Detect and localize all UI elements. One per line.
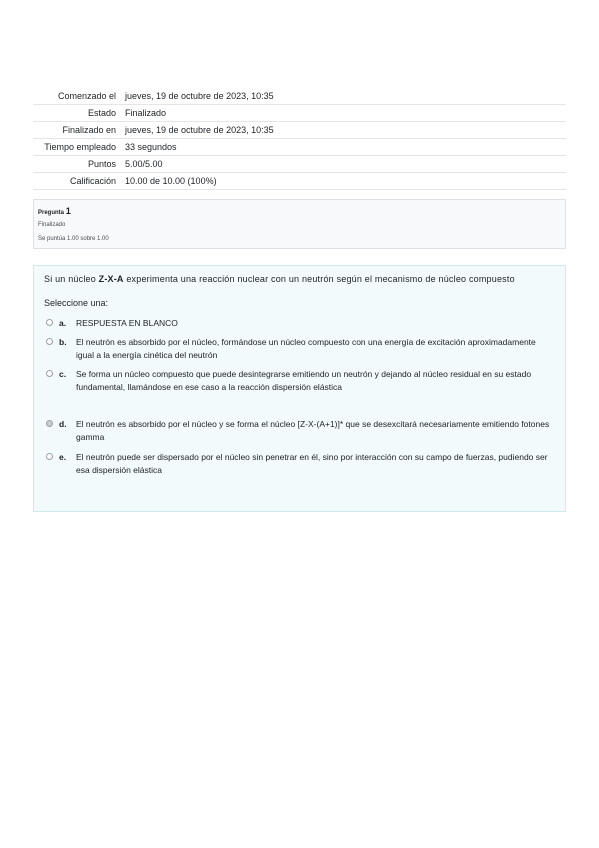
summary-label: Calificación [69,176,116,186]
summary-row-time [33,139,566,156]
option-text: Se forma un núcleo compuesto que puede desintegrarse emitiendo un neutrón y dejando al núcleo residual en su estado fundamental, llamándose en ese caso a la reacción dispersión elástica [76,369,532,392]
question-text-bold: Z-X-A [98,274,124,284]
question-content-box [33,265,566,512]
radio-button[interactable] [46,453,53,460]
summary-value: jueves, 19 de octubre de 2023, 10:35 [125,91,274,101]
answer-option-b[interactable] [46,336,556,362]
option-letter: c. [59,369,67,379]
question-grade: Se puntúa 1.00 sobre 1.00 [38,236,109,242]
summary-row-points [33,156,566,173]
question-text-after: experimenta una reacción nuclear con un neutrón según el mecanismo de núcleo compuesto [123,274,515,284]
question-label: Pregunta [38,210,65,216]
option-text: RESPUESTA EN BLANCO [76,318,178,328]
question-text [44,274,515,284]
option-letter: e. [59,452,67,462]
option-text: El neutrón es absorbido por el núcleo y se forma el núcleo [Z-X-(A+1)]* que se desexcitará necesariamente emitiendo fotones gamma [76,419,550,442]
summary-label: Tiempo empleado [44,142,116,152]
radio-button[interactable] [46,370,53,377]
question-number-value: 1 [65,206,71,216]
radio-button[interactable] [46,338,53,345]
option-text: El neutrón es absorbido por el núcleo, formándose un núcleo compuesto con una energía de excitación aproximadamente igual a la energía cinética del neutrón [76,337,536,360]
question-text-before: Si un núcleo [44,274,99,284]
summary-row-grade [33,173,566,190]
answer-prompt: Seleccione una: [44,298,109,308]
summary-value: jueves, 19 de octubre de 2023, 10:35 [125,125,274,135]
summary-label: Comenzado el [57,91,116,101]
summary-label: Puntos [87,159,116,169]
answer-option-d[interactable] [46,418,556,444]
summary-value: 33 segundos [125,142,177,152]
quiz-summary-table [33,88,566,190]
radio-button[interactable] [46,319,53,326]
summary-value: 10.00 de 10.00 (100%) [125,176,217,186]
answer-option-c[interactable] [46,368,556,394]
summary-row-finished [33,122,566,139]
radio-button-selected[interactable] [46,420,53,427]
summary-value: 5.00/5.00 [125,159,163,169]
question-number [38,206,71,216]
summary-label: Finalizado en [62,125,116,135]
option-letter: d. [59,419,67,429]
option-letter: b. [59,337,67,347]
summary-label: Estado [87,108,116,118]
summary-row-started [33,88,566,105]
answer-option-e[interactable] [46,451,556,477]
question-state: Finalizado [38,222,66,228]
option-letter: a. [59,318,67,328]
summary-value: Finalizado [125,108,167,118]
question-info-box [33,199,566,249]
answer-option-a[interactable] [46,317,556,330]
summary-row-state [33,105,566,122]
option-text: El neutrón puede ser dispersado por el núcleo sin penetrar en él, sino por interacción con su campo de fuerzas, pudiendo ser esa dispersión elástica [76,452,548,475]
